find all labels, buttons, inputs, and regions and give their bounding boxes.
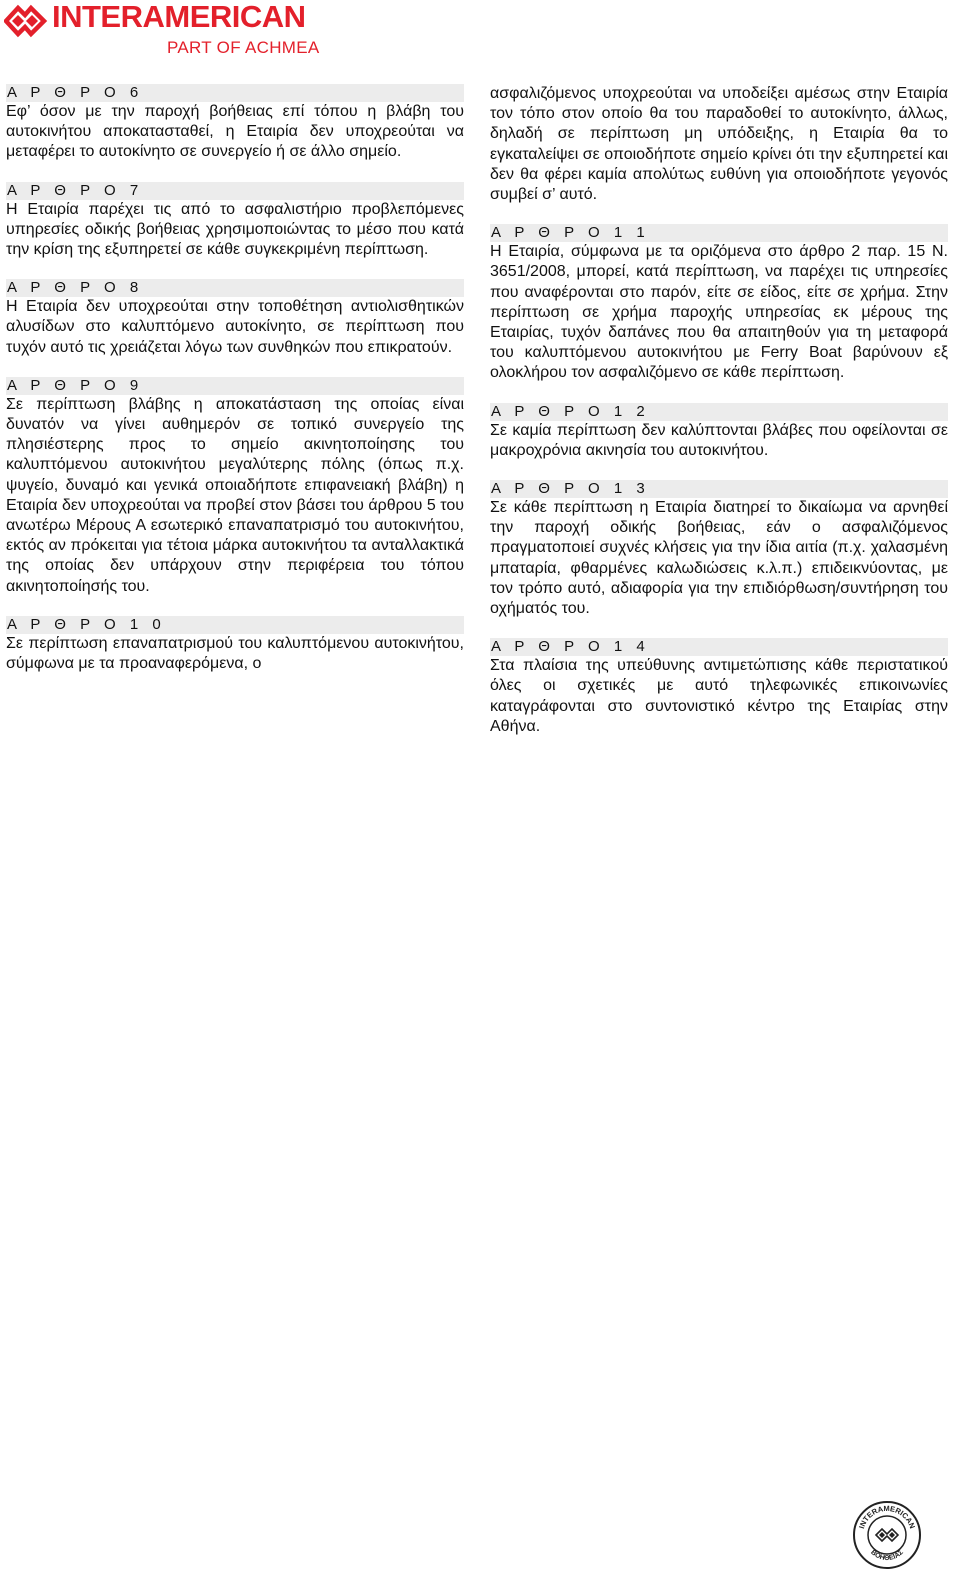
article-7 [6,182,464,261]
article-10-continued [490,84,948,205]
article-12 [490,403,948,461]
article-6 [6,84,464,163]
article-13 [490,480,948,619]
brand-name: INTERAMERICAN [52,0,306,34]
article-heading: Α Ρ Θ Ρ Ο 1 0 [6,616,464,634]
article-text: Σε καμία περίπτωση δεν καλύπτονται βλάβες που οφείλονται σε μακροχρόνια ακινησία του αυτοκινήτου. [490,421,948,459]
article-text: Στα πλαίσια της υπεύθυνης αντιμετώπισης κάθε περιστατικού όλες οι σχετικές με αυτό τηλεφωνικές επικοινωνίες καταγράφονται στο συντονιστικό κέντρο της Εταιρίας στην Αθήνα. [490,657,948,735]
article-heading: Α Ρ Θ Ρ Ο 6 [6,84,464,102]
article-heading: Α Ρ Θ Ρ Ο 1 2 [490,403,948,421]
article-10 [6,616,464,674]
article-heading: Α Ρ Θ Ρ Ο 9 [6,377,464,395]
article-text: Εφ’ όσον με την παροχή βοήθειας επί τόπου η βλάβη του αυτοκινήτου αποκατασταθεί, η Εταιρία δεν υποχρεούται να μεταφέρει το αυτοκίνητο σε συνεργείο ή σε άλλο σημείο. [6,103,464,161]
article-text: Σε περίπτωση επαναπατρισμού του καλυπτόμενου αυτοκινήτου, σύμφωνα με τα προαναφερόμενα, ο [6,634,464,673]
brand-logo [4,0,320,58]
right-column [490,84,948,756]
svg-text:ΒΟΗΘΕΙΑΣ: ΒΟΗΘΕΙΑΣ [869,1549,905,1563]
article-9 [6,377,464,597]
svg-text:INTERAMERICAN: INTERAMERICAN [856,1503,917,1530]
article-text: Σε περίπτωση βλάβης η αποκατάσταση της οποίας είναι δυνατόν να γίνει αυθημερόν σε τοπικό συνεργείο της πλησιέστερης προς το σημείο ακινητοποίησης του καλυπτόμενου αυτοκινήτου μεγαλύτερης πόλης (όπως π.χ. ψυγείο, δυναμό και γενικά οποιαδήποτε επιφανειακή βλάβη) η Εταιρία δεν υποχρεούται να προβεί στον βάσει του άρθρου 5 του ανωτέρω Μέρους Α εσωτερικό επαναπατρισμό του αυτοκινήτου, εκτός αν πρόκειται για τέτοια μάρκα αυτοκινήτου τα ανταλλακτικά της οποίας δεν υπάρχουν στην περιφέρεια του τόπου ακινητοποίησής του. [6,395,464,595]
article-heading: Α Ρ Θ Ρ Ο 7 [6,182,464,200]
brand-subtitle: PART OF ACHMEA [167,38,320,57]
article-heading: Α Ρ Θ Ρ Ο 1 3 [490,480,948,498]
article-14 [490,638,948,737]
article-heading: Α Ρ Θ Ρ Ο 1 1 [490,224,948,242]
article-text: Η Εταιρία δεν υποχρεούται στην τοποθέτηση αντιολισθητικών αλυσίδων στο καλυπτόμενο αυτοκίνητο, σε περίπτωση που τυχόν αυτό τις χρειάζεται λόγω των συνθηκών που επικρατούν. [6,298,464,356]
article-text: Σε κάθε περίπτωση η Εταιρία διατηρεί το δικαίωμα να αρνηθεί την παροχή οδικής βοήθειας, εάν ο ασφαλιζόμενος πραγματοποιεί συχνές κλήσεις για την ίδια αιτία (π.χ. χαλασμένη μπαταρία, φθαρμένες καλωδιώσεις κ.λ.π.) επιδεικνύοντας, με τον τρόπο αυτό, αδιαφορία για την επιδιόρθωση/συντήρηση του οχήματός του. [490,499,948,618]
article-text: Η Εταιρία παρέχει τις από το ασφαλιστήριο προβλεπόμενες υπηρεσίες οδικής βοήθειας χρησιμοποιώντας το μέσο που κατά την κρίση της εξυπηρετεί σε κάθε συγκεκριμένη περίπτωση. [6,200,464,259]
article-heading: Α Ρ Θ Ρ Ο 8 [6,279,464,297]
article-text: Η Εταιρία, σύμφωνα με τα οριζόμενα στο άρθρο 2 παρ. 15 Ν. 3651/2008, μπορεί, κατά περίπτωση, να παρέχει τις υπηρεσίες που αναφέρονται στο παρόν, είτε σε είδος, είτε σε χρήμα. Στην περίπτωση σε χρήμα παροχής υπηρεσίας εκ μέρους της Εταιρίας, τυχόν δαπάνες που θα απαιτηθούν για τη μεταφορά του καλυπτόμενου αυτοκινήτου με Ferry Boat βαρύνουν εξ ολοκλήρου τον ασφαλιζόμενο σε κάθε περίπτωση. [490,243,948,382]
article-text: ασφαλιζόμενος υποχρεούται να υποδείξει αμέσως στην Εταιρία τον τόπο στον οποίο θα του παραδοθεί το αυτοκίνητο, άλλως, δηλαδή σε περίπτωση μη υπόδειξης, η Εταιρία θα το εγκαταλείψει σε οποιοδήποτε σημείο κρίνει ότι την εξυπηρετεί και δεν θα φέρει καμία απολύτως ευθύνη για οποιοδήποτε γεγονός συμβεί σ’ αυτό. [490,85,948,204]
article-heading: Α Ρ Θ Ρ Ο 1 4 [490,638,948,656]
interamerican-logo-icon [4,2,48,40]
interamerican-assistance-stamp-icon [852,1500,922,1570]
article-8 [6,279,464,358]
article-11 [490,224,948,383]
left-column [6,84,464,693]
